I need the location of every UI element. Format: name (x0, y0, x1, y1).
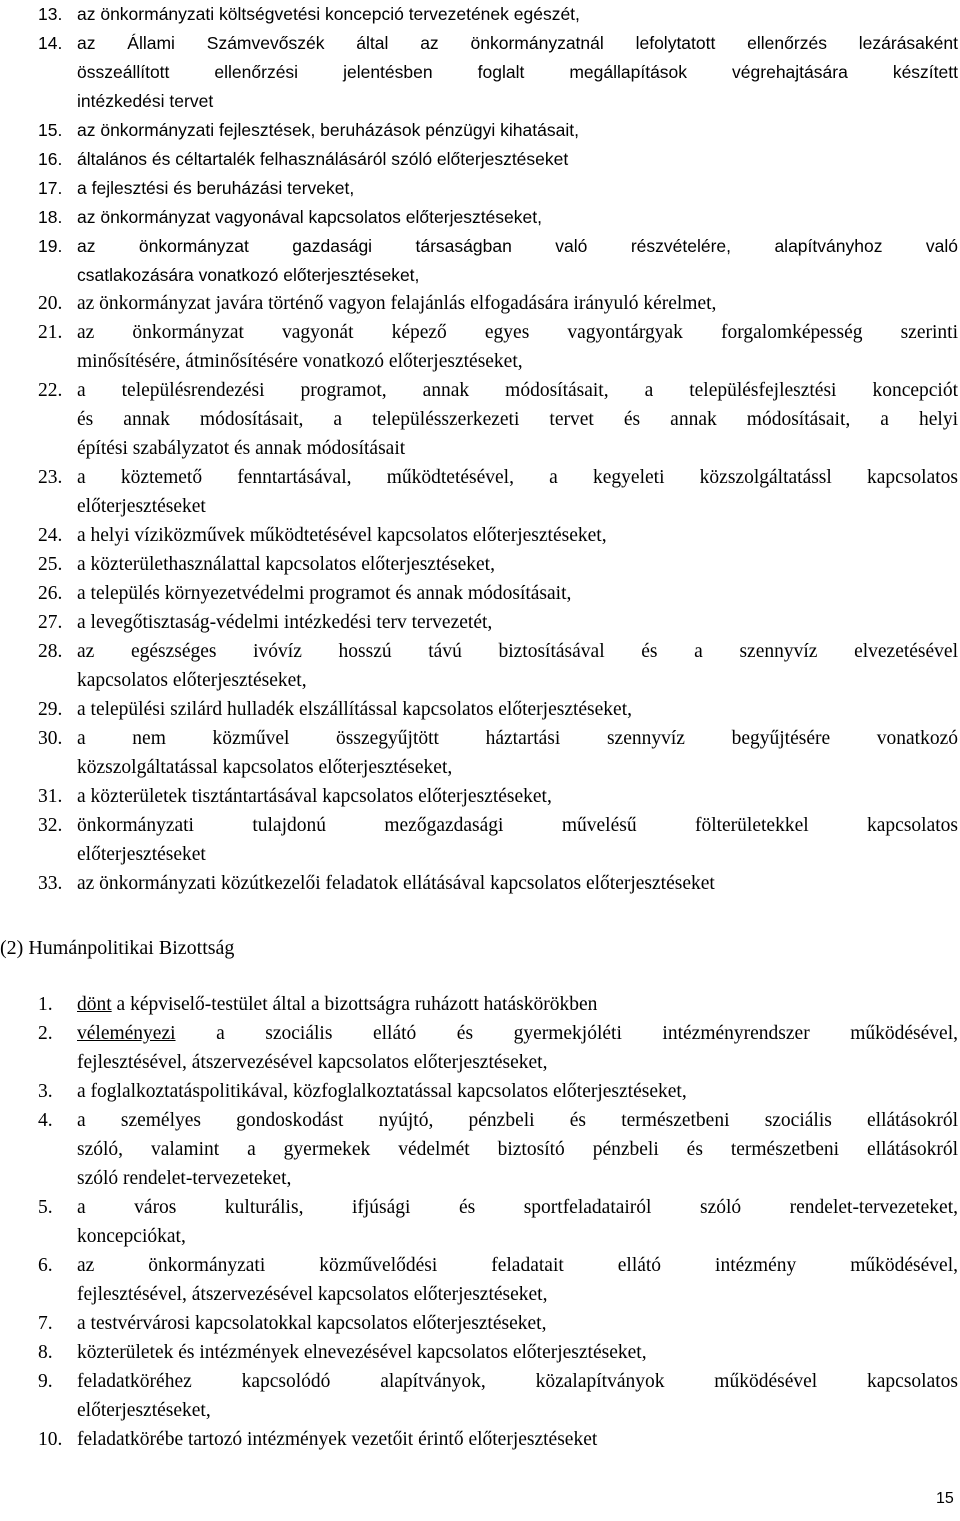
list-item-text-line: koncepciókat, (77, 1226, 186, 1247)
list-item-number: 7. (38, 1313, 53, 1334)
list-item-number: 5. (38, 1197, 53, 1218)
list-item-number: 8. (38, 1342, 53, 1363)
list-item-text-line: fejlesztésével, átszervezésével kapcsolatos előterjesztéseket, (77, 1052, 548, 1073)
list-item-text-line: a fejlesztési és beruházási terveket, (77, 178, 355, 198)
list-item-text-line: a helyi víziközművek működtetésével kapcsolatos előterjesztéseket, (77, 525, 607, 546)
list-item-text-line: a települési szilárd hulladék elszállítással kapcsolatos előterjesztéseket, (77, 699, 632, 720)
underlined-verb: dönt (77, 994, 112, 1015)
list-item-text: a szociális ellátó és gyermekjóléti intézményrendszer működésével, (175, 1023, 958, 1044)
list-item-number: 26. (38, 583, 63, 604)
list-item-number: 21. (38, 322, 63, 343)
list-item-number: 17. (38, 178, 63, 198)
list-item-text-line: a testvérvárosi kapcsolatokkal kapcsolatos előterjesztéseket, (77, 1313, 547, 1334)
list-item-text-line: szóló, valamint a gyermekek védelmét biztosító pénzbeli és természetbeni ellátásokról (77, 1139, 958, 1160)
list-item-text-line: a település környezetvédelmi programot és annak módosításait, (77, 583, 572, 604)
list-item-text-line: önkormányzati tulajdonú mezőgazdasági művelésű fölterületekkel kapcsolatos (77, 815, 958, 836)
list-item-text-line: a köztemető fenntartásával, működtetésével, a kegyeleti közszolgáltatássl kapcsolatos (77, 467, 958, 488)
list-item-text-line: az önkormányzat javára történő vagyon felajánlás elfogadására irányuló kérelmet, (77, 293, 717, 314)
list-item-text-line: a településrendezési programot, annak módosításait, a településfejlesztési koncepciót (77, 380, 958, 401)
list-item-text-line: összeállított ellenőrzési jelentésben foglalt megállapítások végrehajtására készített (77, 62, 958, 82)
list-item-text-line: csatlakozására vonatkozó előterjesztéseket, (77, 265, 420, 285)
list-item-text-line: az önkormányzati fejlesztések, beruházások pénzügyi kihatásait, (77, 120, 579, 140)
list-item-text-line: építési szabályzatot és annak módosításait (77, 438, 406, 459)
list-item-number: 15. (38, 120, 63, 140)
list-item-number: 6. (38, 1255, 53, 1276)
list-item-text-line: a levegőtisztaság-védelmi intézkedési terv tervezetét, (77, 612, 493, 633)
list-item-text-line: a nem közművel összegyűjtött háztartási szennyvíz begyűjtésére vonatkozó (77, 728, 958, 749)
list-item-number: 28. (38, 641, 63, 662)
list-item-text-line: az önkormányzat vagyonával kapcsolatos előterjesztéseket, (77, 207, 542, 227)
list-item-text-line: az egészséges ivóvíz hosszú távú biztosításával és a szennyvíz elvezetésével (77, 641, 958, 662)
list-item-text-line: fejlesztésével, átszervezésével kapcsolatos előterjesztéseket, (77, 1284, 548, 1305)
list-item-number: 24. (38, 525, 63, 546)
list-item-number: 10. (38, 1429, 63, 1450)
list-item-text-line: az önkormányzati költségvetési koncepció tervezetének egészét, (77, 4, 580, 24)
list-item-number: 22. (38, 380, 63, 401)
list-item-number: 32. (38, 815, 63, 836)
list-item-number: 31. (38, 786, 63, 807)
list-item-text-line: az önkormányzati közművelődési feladatait ellátó intézmény működésével, (77, 1255, 958, 1276)
list-item-number: 4. (38, 1110, 53, 1131)
list-item-number: 18. (38, 207, 63, 227)
list-item-number: 3. (38, 1081, 53, 1102)
list-item-number: 2. (38, 1023, 53, 1044)
section-title-human-policy-committee: (2) Humánpolitikai Bizottság (0, 937, 235, 959)
list-item-text-line: a személyes gondoskodást nyújtó, pénzbeli és természetbeni szociális ellátásokról (77, 1110, 958, 1131)
list-item-text-line: az önkormányzat vagyonát képező egyes vagyontárgyak forgalomképesség szerinti (77, 322, 958, 343)
list-item-text-line: feladatkörébe tartozó intézmények vezetőit érintő előterjesztéseket (77, 1429, 598, 1450)
list-item-text-line: a közterületek tisztántartásával kapcsolatos előterjesztéseket, (77, 786, 552, 807)
list-item-number: 19. (38, 236, 63, 256)
underlined-verb: véleményezi (77, 1023, 176, 1044)
list-item-text-line: intézkedési tervet (77, 91, 214, 111)
list-item-text-line: és annak módosításait, a településszerkezeti tervet és annak módosításait, a helyi (77, 409, 958, 430)
list-item-number: 1. (38, 994, 53, 1015)
list-item-text-line: közszolgáltatással kapcsolatos előterjesztéseket, (77, 757, 453, 778)
list-item-text-line: előterjesztéseket (77, 844, 206, 865)
list-item-text-line: minősítésére, átminősítésére vonatkozó előterjesztéseket, (77, 351, 523, 372)
list-item-text-line: szóló rendelet-tervezeteket, (77, 1168, 292, 1189)
list-item-number: 13. (38, 4, 63, 24)
list-item-text-line: előterjesztéseket, (77, 1400, 211, 1421)
list-item-text-line: a foglalkoztatáspolitikával, közfoglalkoztatással kapcsolatos előterjesztéseket, (77, 1081, 687, 1102)
list-item-number: 16. (38, 149, 63, 169)
list-item-text-line (77, 1023, 958, 1045)
list-item-text-line (77, 994, 597, 1016)
list-item-text-line: az Állami Számvevőszék által az önkormányzatnál lefolytatott ellenőrzés lezárásaként (77, 33, 958, 53)
list-item-text-line: közterületek és intézmények elnevezésével kapcsolatos előterjesztéseket, (77, 1342, 647, 1363)
list-item-text: a képviselő-testület által a bizottságra ruházott hatáskörökben (111, 994, 598, 1015)
page-number: 15 (936, 1490, 954, 1507)
list-item-text-line: az önkormányzat gazdasági társaságban való részvételére, alapítványhoz való (77, 236, 958, 256)
list-item-text-line: a város kulturális, ifjúsági és sportfeladatairól szóló rendelet-tervezeteket, (77, 1197, 958, 1218)
list-item-number: 23. (38, 467, 63, 488)
list-item-number: 33. (38, 873, 63, 894)
list-item-text-line: kapcsolatos előterjesztéseket, (77, 670, 307, 691)
list-item-text-line: előterjesztéseket (77, 496, 206, 517)
list-item-text-line: feladatköréhez kapcsolódó alapítványok, közalapítványok működésével kapcsolatos (77, 1371, 958, 1392)
list-item-number: 27. (38, 612, 63, 633)
list-item-number: 20. (38, 293, 63, 314)
list-item-text-line: általános és céltartalék felhasználásáról szóló előterjesztéseket (77, 149, 569, 169)
list-item-number: 9. (38, 1371, 53, 1392)
list-item-number: 30. (38, 728, 63, 749)
list-item-text-line: a közterülethasználattal kapcsolatos előterjesztéseket, (77, 554, 495, 575)
list-item-number: 29. (38, 699, 63, 720)
list-item-text-line: az önkormányzati közútkezelői feladatok ellátásával kapcsolatos előterjesztéseket (77, 873, 715, 894)
list-item-number: 25. (38, 554, 63, 575)
list-item-number: 14. (38, 33, 63, 53)
